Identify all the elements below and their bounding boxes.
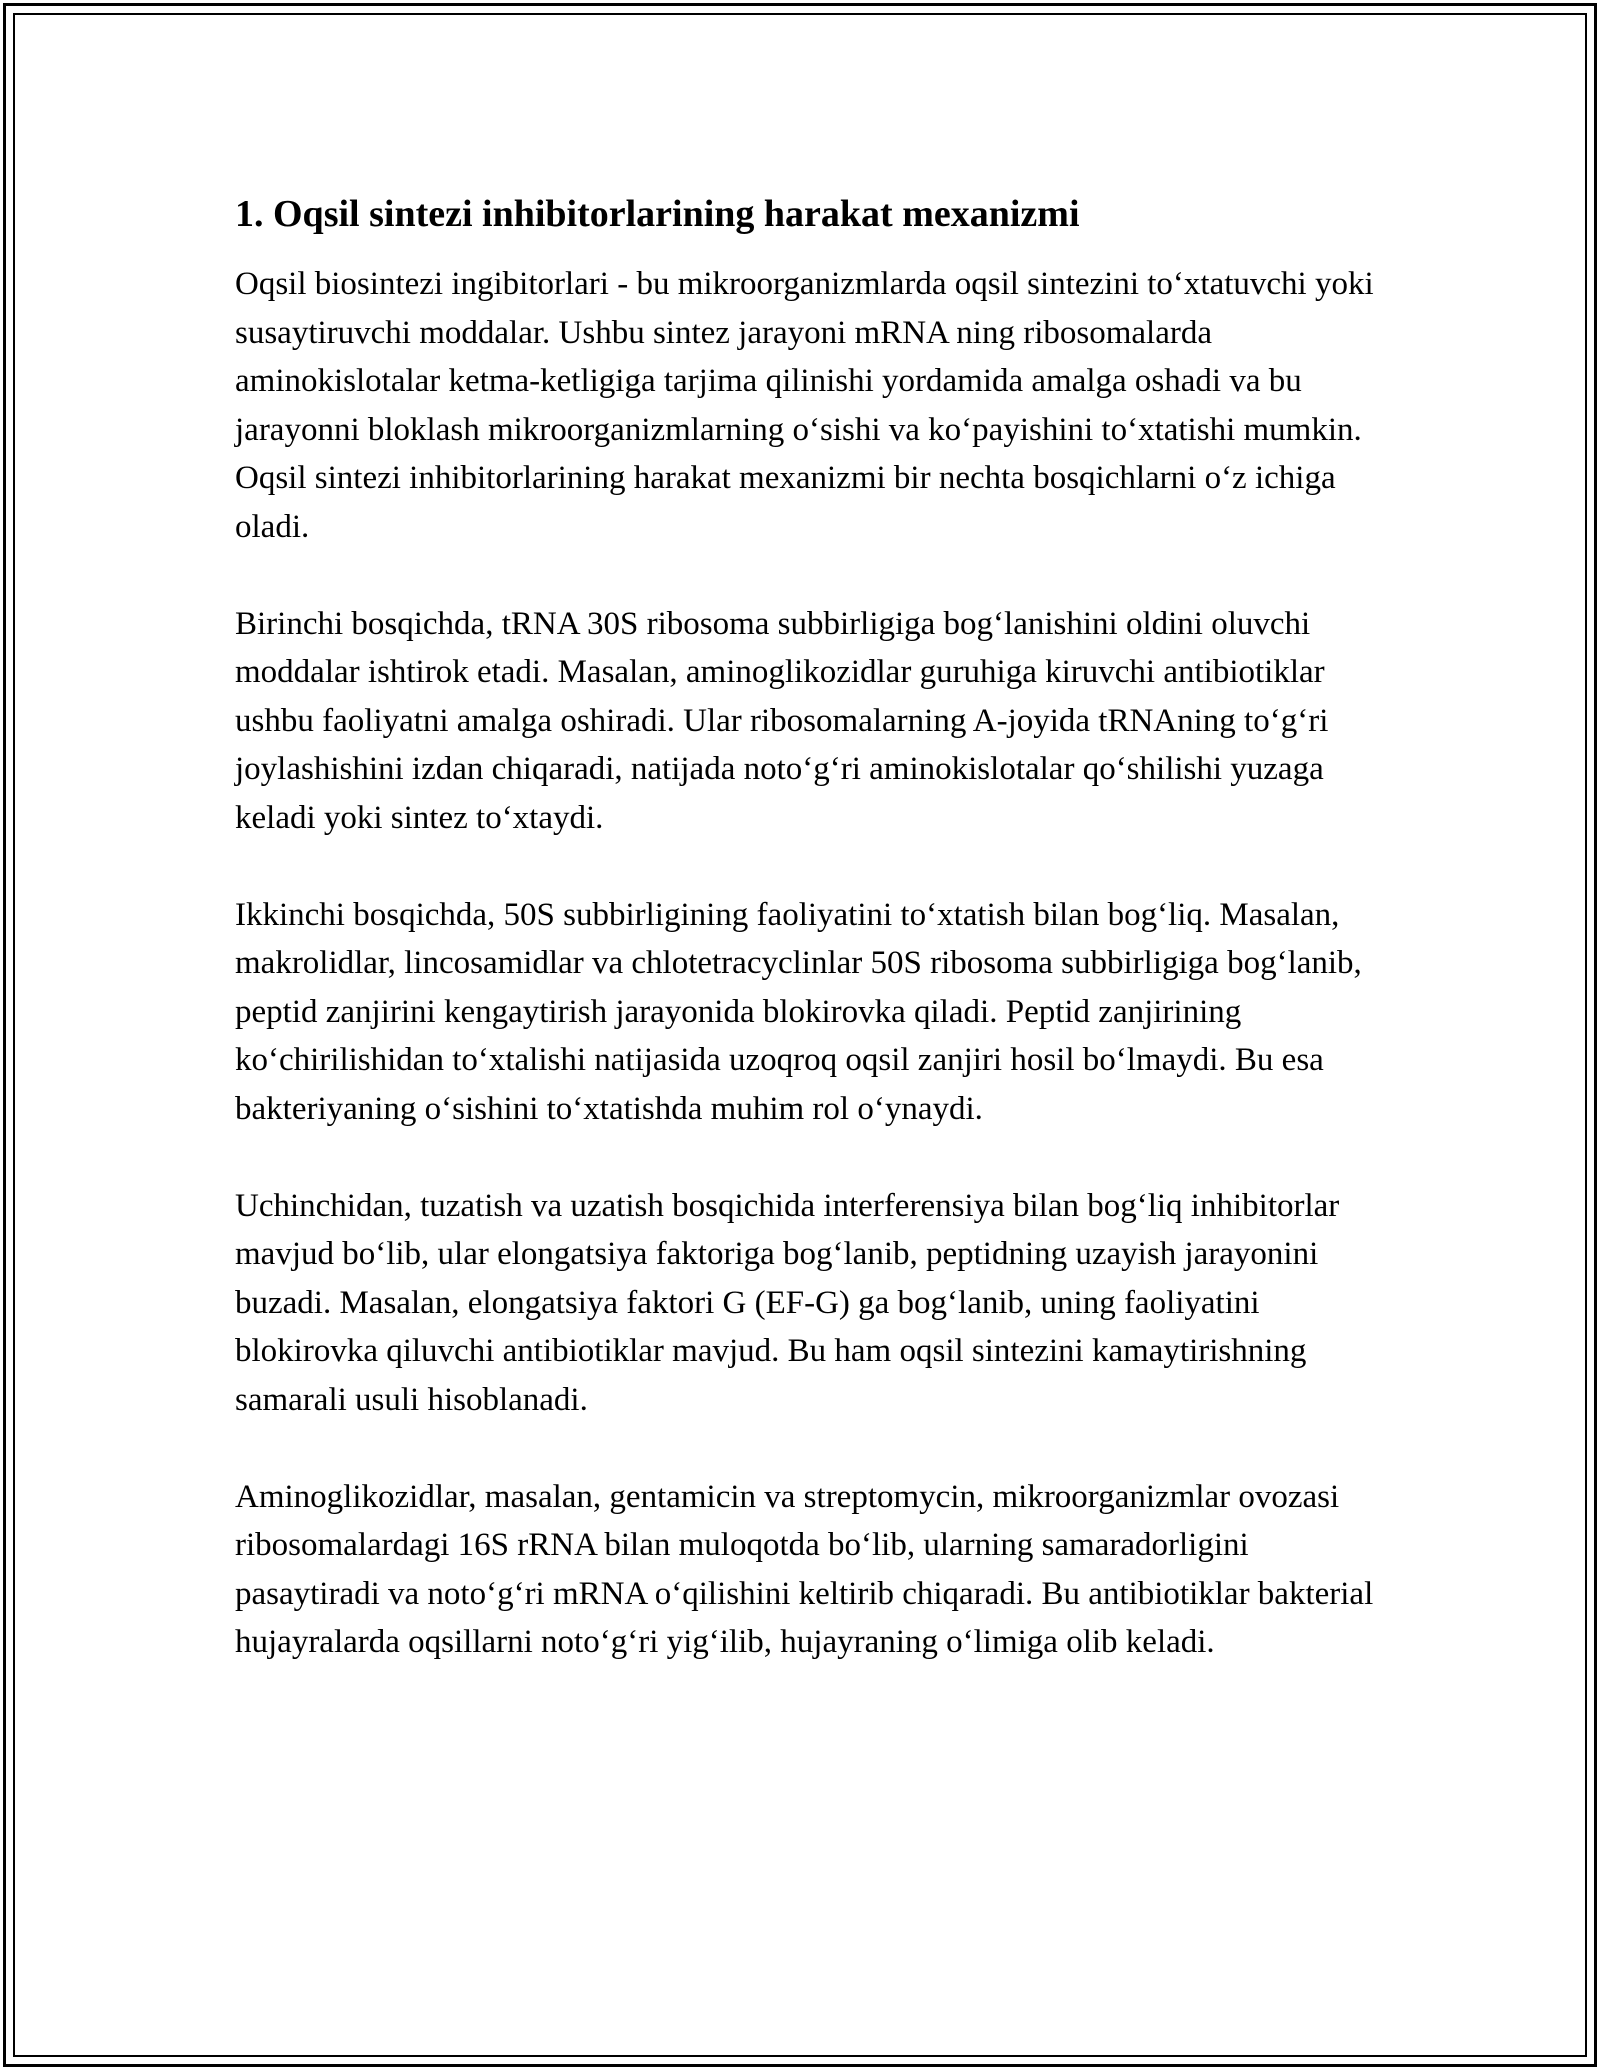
paragraph-second-stage: Ikkinchi bosqichda, 50S subbirligining faoliyatini to‘xtatish bilan bog‘liq. Masalan, makrolidlar, lincosamidlar va chlotetracyclinlar 50S ribosoma subbirligiga bog‘lanib, peptid zanjirini kengaytirish jarayonida blokirovka qiladi. Peptid zanjirining ko‘chirilishidan to‘xtalishi natijasida uzoqroq oqsil zanjiri hosil bo‘lmaydi. Bu esa bakteriyaning o‘sishini to‘xtatishda muhim rol o‘ynaydi. (235, 896, 1362, 1127)
paragraph-aminoglycosides: Aminoglikozidlar, masalan, gentamicin va streptomycin, mikroorganizmlar ovozasi ribosomalardagi 16S rRNA bilan muloqotda bo‘lib, ularning samaradorligini pasaytiradi va noto‘g‘ri mRNA o‘qilishini keltirib chiqaradi. Bu antibiotiklar bakterial hujayralarda oqsillarni noto‘g‘ri yig‘ilib, hujayraning o‘limiga olib keladi. (235, 1478, 1374, 1660)
paragraph-intro: Oqsil biosintezi ingibitorlari - bu mikroorganizmlarda oqsil sintezini to‘xtatuvchi yoki susaytiruvchi moddalar. Ushbu sintez jarayoni mRNA ning ribosomalarda aminokislotalar ketma-ketligiga tarjima qilinishi yordamida amalga oshadi va bu jarayonni bloklash mikroorganizmlarning o‘sishi va ko‘payishini to‘xtatishi mumkin. Oqsil sintezi inhibitorlarining harakat mexanizmi bir nechta bosqichlarni o‘z ichiga oladi. (235, 266, 1374, 545)
document-body (235, 190, 1375, 1667)
paragraph-first-stage: Birinchi bosqichda, tRNA 30S ribosoma subbirligiga bog‘lanishini oldini oluvchi moddalar ishtirok etadi. Masalan, aminoglikozidlar guruhiga kiruvchi antibiotiklar ushbu faoliyatni amalga oshiradi. Ular ribosomalarning A-joyida tRNAning to‘g‘ri joylashishini izdan chiqaradi, natijada noto‘g‘ri aminokislotalar qo‘shilishi yuzaga keladi yoki sintez to‘xtaydi. (235, 605, 1329, 836)
paragraph-third-stage: Uchinchidan, tuzatish va uzatish bosqichida interferensiya bilan bog‘liq inhibitorlar mavjud bo‘lib, ular elongatsiya faktoriga bog‘lanib, peptidning uzayish jarayonini buzadi. Masalan, elongatsiya faktori G (EF-G) ga bog‘lanib, uning faoliyatini blokirovka qiluvchi antibiotiklar mavjud. Bu ham oqsil sintezini kamaytirishning samarali usuli hisoblanadi. (235, 1187, 1340, 1418)
document-title: 1. Oqsil sintezi inhibitorlarining harakat mexanizmi (235, 193, 1080, 235)
